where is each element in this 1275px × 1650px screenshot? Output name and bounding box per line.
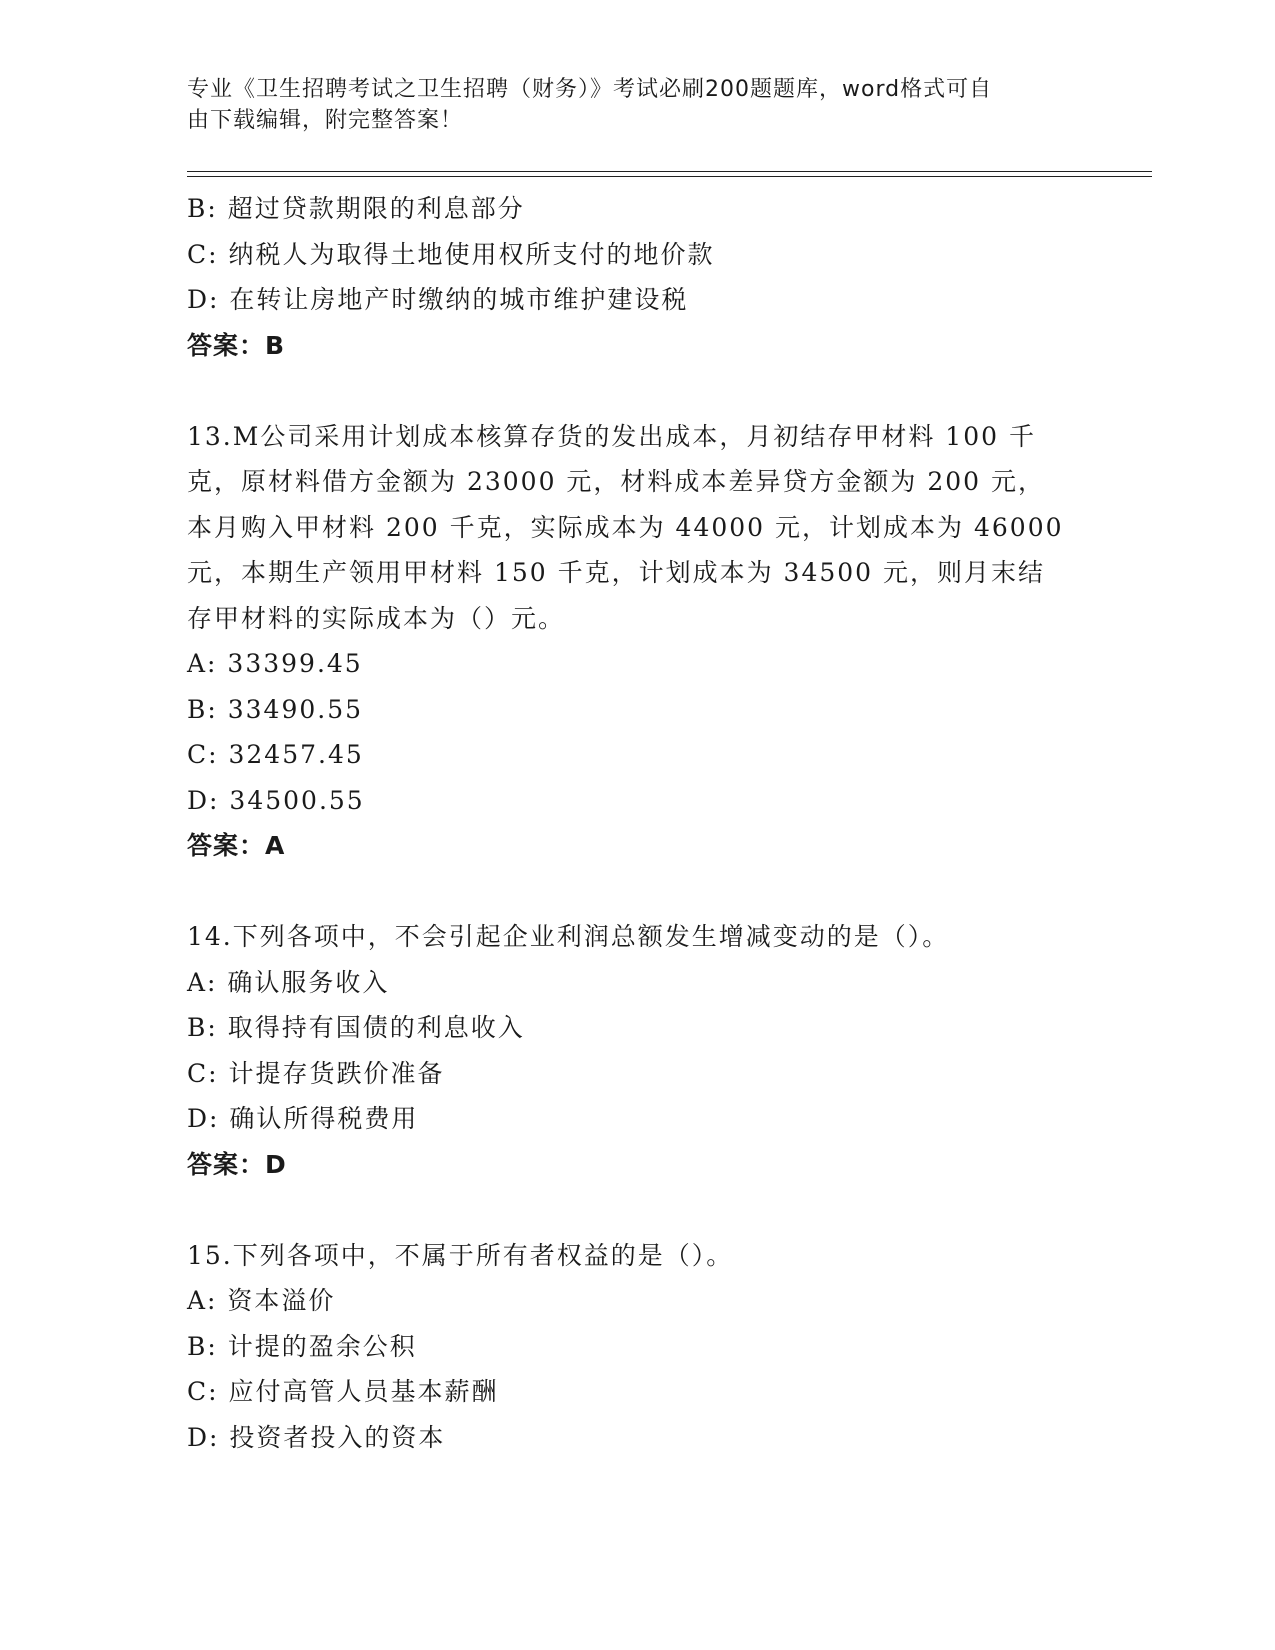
option-c: C: 32457.45 [187, 740, 364, 769]
option-c: C: 计提存货跌价准备 [187, 1058, 445, 1088]
header-divider-bottom [187, 176, 1152, 177]
option-b: B: 超过贷款期限的利息部分 [187, 194, 525, 223]
spacer [187, 869, 1087, 915]
document-header [187, 74, 1067, 136]
answer-label: 答案：B [187, 330, 286, 360]
option-a: A: 33399.45 [187, 649, 363, 678]
option-b: B: 计提的盈余公积 [187, 1331, 417, 1361]
option-a: A: 资本溢价 [187, 1286, 336, 1315]
question-stem-line: 存甲材料的实际成本为（）元。 [187, 603, 566, 633]
question-15 [187, 1233, 1087, 1461]
option-b: B: 33490.55 [187, 694, 364, 724]
option-d: D: 34500.55 [187, 785, 365, 815]
spacer [187, 1187, 1087, 1233]
header-line-2: 由下载编辑，附完整答案！ [187, 108, 464, 133]
option-a: A: 确认服务收入 [187, 967, 390, 997]
header-divider-top [187, 171, 1152, 172]
question-stem-line: 本月购入甲材料 200 千克，实际成本为 44000 元，计划成本为 46000 [187, 512, 1064, 542]
answer-label: 答案：A [187, 831, 286, 860]
option-b: B: 取得持有国债的利息收入 [187, 1013, 525, 1042]
option-d: D: 在转让房地产时缴纳的城市维护建设税 [187, 285, 689, 314]
header-line-1: 专业《卫生招聘考试之卫生招聘（财务）》考试必刷200题题库，word格式可自 [187, 77, 993, 102]
spacer [187, 368, 1087, 414]
option-c: C: 应付高管人员基本薪酬 [187, 1377, 499, 1406]
question-stem: 14.下列各项中，不会引起企业利润总额发生增减变动的是（）。 [187, 922, 950, 951]
question-13 [187, 414, 1087, 869]
option-c: C: 纳税人为取得土地使用权所支付的地价款 [187, 239, 715, 269]
question-12-continued [187, 186, 1087, 368]
question-stem-line: 克，原材料借方金额为 23000 元，材料成本差异贷方金额为 200 元， [187, 467, 1046, 496]
question-14 [187, 914, 1087, 1187]
answer-label: 答案：D [187, 1149, 287, 1179]
question-content [187, 186, 1087, 1460]
option-d: D: 确认所得税费用 [187, 1104, 419, 1133]
question-stem: 15.下列各项中，不属于所有者权益的是（）。 [187, 1240, 734, 1270]
question-stem-line: 元，本期生产领用甲材料 150 千克，计划成本为 34500 元，则月末结 [187, 558, 1046, 587]
option-d: D: 投资者投入的资本 [187, 1422, 446, 1452]
question-stem-line: 13.M公司采用计划成本核算存货的发出成本，月初结存甲材料 100 千 [187, 421, 1036, 451]
